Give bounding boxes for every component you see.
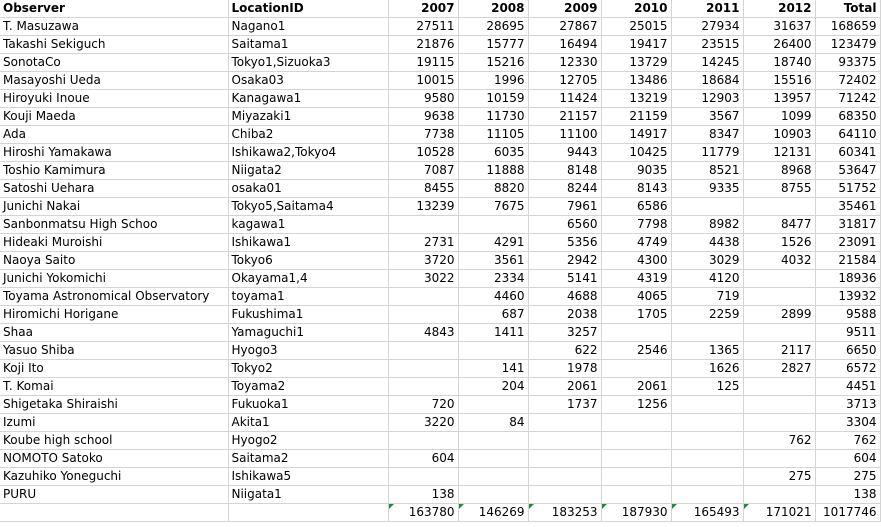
cell-y2009[interactable]: 27867 (528, 18, 601, 36)
cell-y2010[interactable]: 19417 (601, 36, 671, 54)
cell-location[interactable]: Ishikawa5 (228, 468, 388, 486)
cell-y2007[interactable]: 720 (388, 396, 458, 414)
cell-y2009[interactable]: 11100 (528, 126, 601, 144)
column-header-y2008[interactable]: 2008 (458, 0, 528, 18)
cell-y2010[interactable]: 4065 (601, 288, 671, 306)
cell-y2007[interactable] (388, 216, 458, 234)
column-header-y2012[interactable]: 2012 (743, 0, 815, 18)
table-row (0, 414, 880, 432)
cell-y2009[interactable]: 2061 (528, 378, 601, 396)
cell-location[interactable]: Okayama1,4 (228, 270, 388, 288)
cell-y2009[interactable]: 622 (528, 342, 601, 360)
cell-location[interactable]: Chiba2 (228, 126, 388, 144)
cell-y2009[interactable]: 183253 (528, 504, 601, 522)
cell-y2008[interactable] (458, 216, 528, 234)
cell-y2008[interactable]: 10159 (458, 90, 528, 108)
cell-y2011[interactable] (671, 468, 743, 486)
table-row (0, 54, 880, 72)
table-row (0, 306, 880, 324)
cell-y2012[interactable]: 2117 (743, 342, 815, 360)
cell-observer[interactable]: Izumi (0, 414, 228, 432)
cell-y2012[interactable] (743, 324, 815, 342)
cell-observer[interactable]: T. Komai (0, 378, 228, 396)
cell-y2012[interactable]: 8477 (743, 216, 815, 234)
cell-y2009[interactable]: 8148 (528, 162, 601, 180)
cell-y2011[interactable] (671, 396, 743, 414)
cell-observer[interactable]: Junichi Nakai (0, 198, 228, 216)
cell-observer[interactable]: Shaa (0, 324, 228, 342)
cell-y2012[interactable]: 31637 (743, 18, 815, 36)
cell-y2012[interactable] (743, 486, 815, 504)
cell-observer[interactable]: Hiromichi Horigane (0, 306, 228, 324)
cell-y2011[interactable]: 3567 (671, 108, 743, 126)
cell-y2007[interactable]: 9580 (388, 90, 458, 108)
cell-y2011[interactable]: 9335 (671, 180, 743, 198)
cell-y2009[interactable]: 9443 (528, 144, 601, 162)
cell-y2007[interactable]: 8455 (388, 180, 458, 198)
cell-y2008[interactable]: 11105 (458, 126, 528, 144)
cell-observer[interactable]: PURU (0, 486, 228, 504)
table-row (0, 180, 880, 198)
cell-location[interactable]: osaka01 (228, 180, 388, 198)
cell-y2011[interactable]: 27934 (671, 18, 743, 36)
table-row (0, 18, 880, 36)
cell-y2009[interactable]: 12705 (528, 72, 601, 90)
cell-total[interactable]: 64110 (815, 126, 880, 144)
cell-observer[interactable]: Hideaki Muroishi (0, 234, 228, 252)
cell-y2008[interactable] (458, 468, 528, 486)
cell-observer[interactable]: Koube high school (0, 432, 228, 450)
cell-y2012[interactable] (743, 396, 815, 414)
cell-total[interactable]: 168659 (815, 18, 880, 36)
cell-observer[interactable] (0, 504, 228, 522)
cell-observer[interactable]: Kazuhiko Yoneguchi (0, 468, 228, 486)
cell-location[interactable]: Ishikawa1 (228, 234, 388, 252)
cell-total[interactable]: 31817 (815, 216, 880, 234)
cell-observer[interactable]: SonotaCo (0, 54, 228, 72)
cell-observer[interactable]: Kouji Maeda (0, 108, 228, 126)
cell-y2012[interactable]: 1526 (743, 234, 815, 252)
cell-total[interactable]: 68350 (815, 108, 880, 126)
cell-y2010[interactable]: 25015 (601, 18, 671, 36)
cell-observer[interactable]: Hiroyuki Inoue (0, 90, 228, 108)
cell-y2012[interactable]: 13957 (743, 90, 815, 108)
cell-y2009[interactable]: 8244 (528, 180, 601, 198)
cell-y2007[interactable] (388, 432, 458, 450)
cell-y2007[interactable]: 10015 (388, 72, 458, 90)
cell-location[interactable]: Fukuoka1 (228, 396, 388, 414)
cell-y2007[interactable]: 604 (388, 450, 458, 468)
cell-y2007[interactable]: 21876 (388, 36, 458, 54)
cell-y2010[interactable] (601, 414, 671, 432)
cell-y2009[interactable]: 3257 (528, 324, 601, 342)
cell-y2010[interactable]: 4319 (601, 270, 671, 288)
cell-y2009[interactable]: 4688 (528, 288, 601, 306)
cell-total[interactable]: 4451 (815, 378, 880, 396)
cell-y2012[interactable]: 4032 (743, 252, 815, 270)
table-row (0, 72, 880, 90)
cell-y2010[interactable]: 9035 (601, 162, 671, 180)
table-row (0, 342, 880, 360)
column-header-location[interactable]: LocationID (228, 0, 388, 18)
table-row (0, 486, 880, 504)
cell-y2012[interactable]: 12131 (743, 144, 815, 162)
cell-y2009[interactable] (528, 486, 601, 504)
cell-y2008[interactable]: 4291 (458, 234, 528, 252)
cell-y2009[interactable]: 2038 (528, 306, 601, 324)
table-row (0, 270, 880, 288)
cell-y2011[interactable]: 11779 (671, 144, 743, 162)
cell-location[interactable]: Saitama1 (228, 36, 388, 54)
cell-y2008[interactable]: 141 (458, 360, 528, 378)
cell-total[interactable]: 123479 (815, 36, 880, 54)
cell-y2011[interactable]: 14245 (671, 54, 743, 72)
cell-y2011[interactable] (671, 450, 743, 468)
cell-y2010[interactable]: 13486 (601, 72, 671, 90)
cell-y2009[interactable]: 12330 (528, 54, 601, 72)
cell-y2010[interactable]: 21159 (601, 108, 671, 126)
cell-observer[interactable]: NOMOTO Satoko (0, 450, 228, 468)
cell-y2008[interactable] (458, 396, 528, 414)
cell-total[interactable]: 23091 (815, 234, 880, 252)
cell-y2011[interactable]: 4120 (671, 270, 743, 288)
cell-y2012[interactable]: 10903 (743, 126, 815, 144)
table-row (0, 360, 880, 378)
table-row (0, 144, 880, 162)
cell-y2012[interactable] (743, 198, 815, 216)
cell-y2011[interactable]: 4438 (671, 234, 743, 252)
cell-total[interactable]: 60341 (815, 144, 880, 162)
cell-y2012[interactable] (743, 378, 815, 396)
cell-observer[interactable]: Yasuo Shiba (0, 342, 228, 360)
cell-y2007[interactable]: 13239 (388, 198, 458, 216)
cell-y2008[interactable] (458, 342, 528, 360)
cell-y2011[interactable]: 2259 (671, 306, 743, 324)
table-row (0, 234, 880, 252)
cell-observer[interactable]: Koji Ito (0, 360, 228, 378)
cell-location[interactable]: Osaka03 (228, 72, 388, 90)
table-row (0, 126, 880, 144)
cell-y2010[interactable]: 4749 (601, 234, 671, 252)
cell-location[interactable]: Hyogo2 (228, 432, 388, 450)
cell-total[interactable]: 604 (815, 450, 880, 468)
cell-y2007[interactable] (388, 468, 458, 486)
cell-y2009[interactable] (528, 468, 601, 486)
cell-location[interactable]: Tokyo6 (228, 252, 388, 270)
column-header-y2007[interactable]: 2007 (388, 0, 458, 18)
cell-y2008[interactable]: 28695 (458, 18, 528, 36)
cell-y2012[interactable]: 762 (743, 432, 815, 450)
cell-y2011[interactable]: 12903 (671, 90, 743, 108)
cell-total[interactable]: 138 (815, 486, 880, 504)
cell-observer[interactable]: Masayoshi Ueda (0, 72, 228, 90)
cell-y2007[interactable]: 4843 (388, 324, 458, 342)
table-row (0, 378, 880, 396)
cell-y2010[interactable] (601, 450, 671, 468)
cell-y2009[interactable]: 21157 (528, 108, 601, 126)
cell-y2010[interactable]: 14917 (601, 126, 671, 144)
table-row (0, 198, 880, 216)
cell-y2008[interactable] (458, 450, 528, 468)
cell-total[interactable]: 3713 (815, 396, 880, 414)
table-row (0, 108, 880, 126)
cell-total[interactable]: 53647 (815, 162, 880, 180)
cell-y2012[interactable]: 26400 (743, 36, 815, 54)
cell-y2009[interactable]: 1978 (528, 360, 601, 378)
cell-y2008[interactable]: 2334 (458, 270, 528, 288)
cell-observer[interactable]: Takashi Sekiguch (0, 36, 228, 54)
cell-observer[interactable]: Sanbonmatsu High Schoo (0, 216, 228, 234)
table-row (0, 432, 880, 450)
totals-row (0, 504, 880, 522)
cell-y2010[interactable] (601, 432, 671, 450)
cell-y2007[interactable]: 7738 (388, 126, 458, 144)
cell-y2008[interactable]: 146269 (458, 504, 528, 522)
cell-y2011[interactable]: 8521 (671, 162, 743, 180)
cell-location[interactable]: Tokyo1,Sizuoka3 (228, 54, 388, 72)
cell-location[interactable]: Saitama2 (228, 450, 388, 468)
cell-y2011[interactable]: 125 (671, 378, 743, 396)
cell-y2012[interactable]: 15516 (743, 72, 815, 90)
cell-y2012[interactable]: 2899 (743, 306, 815, 324)
cell-y2007[interactable]: 7087 (388, 162, 458, 180)
cell-y2007[interactable]: 3220 (388, 414, 458, 432)
cell-y2010[interactable]: 1705 (601, 306, 671, 324)
table-row (0, 162, 880, 180)
cell-location[interactable]: Niigata2 (228, 162, 388, 180)
header-row (0, 0, 880, 18)
column-header-y2010[interactable]: 2010 (601, 0, 671, 18)
cell-y2011[interactable] (671, 198, 743, 216)
cell-y2010[interactable] (601, 486, 671, 504)
cell-y2011[interactable] (671, 414, 743, 432)
cell-y2012[interactable]: 1099 (743, 108, 815, 126)
cell-y2011[interactable] (671, 486, 743, 504)
cell-y2010[interactable]: 10425 (601, 144, 671, 162)
cell-total[interactable]: 762 (815, 432, 880, 450)
cell-y2008[interactable]: 15777 (458, 36, 528, 54)
cell-y2009[interactable]: 5141 (528, 270, 601, 288)
column-header-total[interactable]: Total (815, 0, 880, 18)
table-row (0, 396, 880, 414)
cell-y2011[interactable] (671, 324, 743, 342)
cell-y2010[interactable]: 13729 (601, 54, 671, 72)
cell-y2010[interactable]: 4300 (601, 252, 671, 270)
cell-observer[interactable]: Toyama Astronomical Observatory (0, 288, 228, 306)
cell-location[interactable]: Miyazaki1 (228, 108, 388, 126)
cell-observer[interactable]: Naoya Saito (0, 252, 228, 270)
table-row (0, 468, 880, 486)
cell-y2008[interactable]: 11730 (458, 108, 528, 126)
cell-total[interactable]: 51752 (815, 180, 880, 198)
cell-y2011[interactable]: 8982 (671, 216, 743, 234)
cell-total[interactable]: 13932 (815, 288, 880, 306)
cell-total[interactable]: 6572 (815, 360, 880, 378)
cell-location[interactable]: Hyogo3 (228, 342, 388, 360)
cell-y2010[interactable]: 2061 (601, 378, 671, 396)
cell-y2010[interactable]: 1256 (601, 396, 671, 414)
cell-location[interactable]: Yamaguchi1 (228, 324, 388, 342)
cell-y2010[interactable]: 13219 (601, 90, 671, 108)
cell-total[interactable]: 21584 (815, 252, 880, 270)
cell-y2012[interactable] (743, 288, 815, 306)
cell-observer[interactable]: Shigetaka Shiraishi (0, 396, 228, 414)
cell-total[interactable]: 3304 (815, 414, 880, 432)
cell-y2007[interactable] (388, 288, 458, 306)
cell-y2008[interactable]: 204 (458, 378, 528, 396)
cell-location[interactable]: Tokyo5,Saitama4 (228, 198, 388, 216)
cell-y2012[interactable] (743, 450, 815, 468)
cell-observer[interactable]: Ada (0, 126, 228, 144)
cell-y2007[interactable]: 3022 (388, 270, 458, 288)
cell-location[interactable] (228, 504, 388, 522)
cell-y2011[interactable]: 8347 (671, 126, 743, 144)
cell-total[interactable]: 1017746 (815, 504, 880, 522)
cell-y2012[interactable]: 171021 (743, 504, 815, 522)
cell-total[interactable]: 18936 (815, 270, 880, 288)
cell-y2007[interactable]: 9638 (388, 108, 458, 126)
cell-y2009[interactable] (528, 414, 601, 432)
cell-observer[interactable]: Hiroshi Yamakawa (0, 144, 228, 162)
cell-y2009[interactable] (528, 432, 601, 450)
cell-location[interactable]: Kanagawa1 (228, 90, 388, 108)
cell-y2007[interactable]: 3720 (388, 252, 458, 270)
cell-y2011[interactable]: 18684 (671, 72, 743, 90)
cell-y2008[interactable]: 11888 (458, 162, 528, 180)
cell-y2009[interactable]: 6560 (528, 216, 601, 234)
cell-location[interactable]: Fukushima1 (228, 306, 388, 324)
cell-y2010[interactable] (601, 468, 671, 486)
cell-y2008[interactable] (458, 486, 528, 504)
cell-y2012[interactable]: 275 (743, 468, 815, 486)
cell-y2010[interactable] (601, 360, 671, 378)
cell-location[interactable]: Ishikawa2,Tokyo4 (228, 144, 388, 162)
table-row (0, 252, 880, 270)
cell-y2008[interactable]: 6035 (458, 144, 528, 162)
cell-y2007[interactable]: 10528 (388, 144, 458, 162)
cell-y2010[interactable]: 8143 (601, 180, 671, 198)
cell-location[interactable]: Akita1 (228, 414, 388, 432)
cell-y2007[interactable]: 163780 (388, 504, 458, 522)
cell-total[interactable]: 6650 (815, 342, 880, 360)
cell-y2009[interactable]: 2942 (528, 252, 601, 270)
table-row (0, 288, 880, 306)
cell-y2009[interactable]: 5356 (528, 234, 601, 252)
cell-y2007[interactable] (388, 342, 458, 360)
cell-y2010[interactable]: 2546 (601, 342, 671, 360)
cell-y2007[interactable] (388, 378, 458, 396)
cell-y2010[interactable]: 6586 (601, 198, 671, 216)
cell-y2007[interactable] (388, 306, 458, 324)
cell-y2009[interactable]: 7961 (528, 198, 601, 216)
cell-location[interactable]: Nagano1 (228, 18, 388, 36)
cell-y2009[interactable]: 11424 (528, 90, 601, 108)
cell-y2008[interactable]: 1411 (458, 324, 528, 342)
cell-y2011[interactable]: 23515 (671, 36, 743, 54)
cell-observer[interactable]: Satoshi Uehara (0, 180, 228, 198)
cell-y2008[interactable]: 687 (458, 306, 528, 324)
table-row (0, 90, 880, 108)
table-row (0, 324, 880, 342)
cell-total[interactable]: 93375 (815, 54, 880, 72)
cell-y2008[interactable]: 8820 (458, 180, 528, 198)
table-row (0, 216, 880, 234)
cell-location[interactable]: toyama1 (228, 288, 388, 306)
cell-y2008[interactable]: 15216 (458, 54, 528, 72)
cell-y2009[interactable]: 16494 (528, 36, 601, 54)
cell-y2008[interactable]: 84 (458, 414, 528, 432)
cell-observer[interactable]: Junichi Yokomichi (0, 270, 228, 288)
cell-y2011[interactable]: 1365 (671, 342, 743, 360)
cell-y2010[interactable] (601, 324, 671, 342)
cell-y2007[interactable]: 19115 (388, 54, 458, 72)
cell-observer[interactable]: Toshio Kamimura (0, 162, 228, 180)
cell-y2011[interactable]: 165493 (671, 504, 743, 522)
cell-total[interactable]: 35461 (815, 198, 880, 216)
cell-location[interactable]: Tokyo2 (228, 360, 388, 378)
cell-y2007[interactable] (388, 360, 458, 378)
cell-y2007[interactable]: 138 (388, 486, 458, 504)
cell-total[interactable]: 9511 (815, 324, 880, 342)
cell-y2008[interactable]: 7675 (458, 198, 528, 216)
cell-location[interactable]: Toyama2 (228, 378, 388, 396)
cell-y2008[interactable]: 4460 (458, 288, 528, 306)
cell-y2012[interactable]: 2827 (743, 360, 815, 378)
cell-y2011[interactable]: 3029 (671, 252, 743, 270)
cell-y2012[interactable]: 18740 (743, 54, 815, 72)
cell-total[interactable]: 9588 (815, 306, 880, 324)
cell-total[interactable]: 72402 (815, 72, 880, 90)
cell-y2011[interactable]: 719 (671, 288, 743, 306)
cell-y2007[interactable]: 2731 (388, 234, 458, 252)
cell-y2011[interactable] (671, 432, 743, 450)
column-header-y2011[interactable]: 2011 (671, 0, 743, 18)
cell-y2012[interactable]: 8968 (743, 162, 815, 180)
cell-y2011[interactable]: 1626 (671, 360, 743, 378)
column-header-observer[interactable]: Observer (0, 0, 228, 18)
cell-observer[interactable]: T. Masuzawa (0, 18, 228, 36)
cell-y2008[interactable] (458, 432, 528, 450)
cell-y2010[interactable]: 187930 (601, 504, 671, 522)
table-row (0, 36, 880, 54)
cell-y2010[interactable]: 7798 (601, 216, 671, 234)
cell-y2012[interactable] (743, 414, 815, 432)
cell-y2009[interactable] (528, 450, 601, 468)
cell-y2007[interactable]: 27511 (388, 18, 458, 36)
cell-location[interactable]: Niigata1 (228, 486, 388, 504)
cell-total[interactable]: 275 (815, 468, 880, 486)
cell-y2009[interactable]: 1737 (528, 396, 601, 414)
column-header-y2009[interactable]: 2009 (528, 0, 601, 18)
cell-y2008[interactable]: 3561 (458, 252, 528, 270)
cell-y2012[interactable] (743, 270, 815, 288)
cell-location[interactable]: kagawa1 (228, 216, 388, 234)
cell-y2012[interactable]: 8755 (743, 180, 815, 198)
cell-y2008[interactable]: 1996 (458, 72, 528, 90)
cell-total[interactable]: 71242 (815, 90, 880, 108)
table-row (0, 450, 880, 468)
